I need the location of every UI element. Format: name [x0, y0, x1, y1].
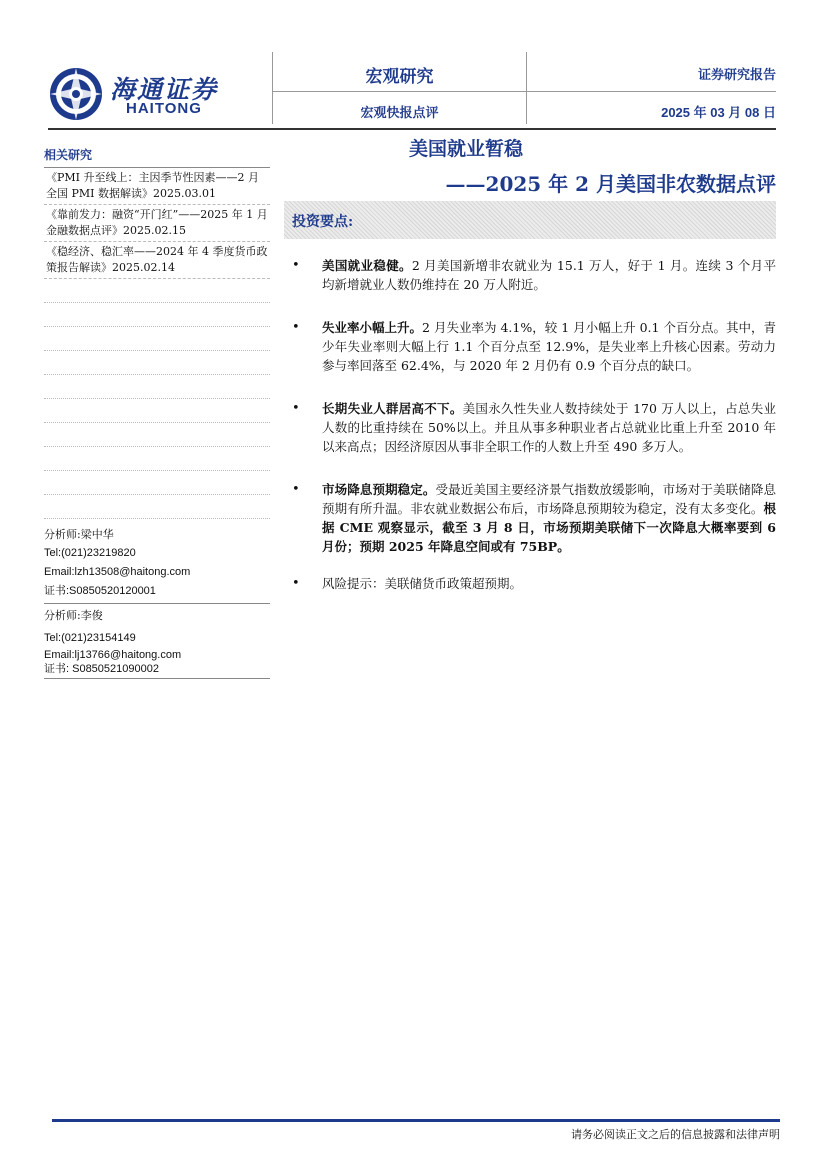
risk-warning-text: 风险提示：美联储货币政策超预期。: [322, 576, 523, 591]
page-subtitle: ——2025 年 2 月美国非农数据点评: [445, 172, 776, 196]
analyst-card: [44, 525, 270, 604]
bullet-dot-icon: •: [292, 258, 300, 273]
analyst-name: 分析师:梁中华: [44, 528, 114, 541]
bullet-dot-icon: •: [292, 320, 300, 335]
analyst-email[interactable]: Email:lzh13508@haitong.com: [44, 566, 191, 578]
report-subcategory: 宏观快报点评: [360, 106, 439, 121]
bullet-dot-icon: •: [292, 576, 300, 591]
sidebar: [44, 146, 270, 679]
footer-rule: [52, 1119, 780, 1122]
bullet-dot-icon: •: [292, 482, 300, 497]
analyst-tel: Tel:(021)23219820: [44, 547, 136, 559]
list-item: [292, 480, 776, 556]
sidebar-spacer: [44, 279, 270, 519]
bullet-bold-text: 根据 CME 观察显示，截至 3 月 8 日，市场预期美联储下一次降息大概率要到 6 月份；预期 2025 年降息空间或有 75BP。: [322, 501, 776, 554]
related-research-item[interactable]: 《稳经济、稳汇率——2024 年 4 季度货币政策报告解读》2025.02.14: [44, 242, 270, 279]
haitong-logo: [48, 66, 248, 122]
analyst-email[interactable]: Email:lj13766@haitong.com: [44, 649, 182, 661]
related-research-item[interactable]: 《PMI 升至线上：主因季节性因素——2 月全国 PMI 数据解读》2025.03.01: [44, 168, 270, 205]
bullet-lead: 失业率小幅上升。: [322, 320, 423, 335]
analyst-tel: Tel:(021)23154149: [44, 632, 136, 644]
bullet-text: 美国永久性失业人数持续处于 170 万人以上，占总失业人数的比重持续在 50%以上。并且从事多种职业者占总就业比重上升至 2010 年以来高点；因经济原因从事非全职工作的人数上升至 490 多万人。: [322, 401, 776, 454]
key-points-label: 投资要点:: [292, 214, 354, 230]
key-points-banner: [284, 201, 776, 239]
analyst-cert: 证书:S0850520120001: [44, 585, 156, 597]
header-divider-right: [526, 52, 527, 124]
bullet-text: 受最近美国主要经济景气指数放缓影响，市场对于美联储降息预期有所升温。非农就业数据公布后，市场降息预期较为稳定，没有太多变化。: [322, 482, 776, 516]
page-title: 美国就业暂稳: [408, 138, 523, 160]
header-rule: [48, 128, 776, 130]
key-points-list: [292, 256, 776, 617]
bullet-dot-icon: •: [292, 401, 300, 416]
analyst-cert: 证书: S0850521090002: [44, 663, 159, 675]
bullet-text: 2 月失业率为 4.1%，较 1 月小幅上升 0.1 个百分点。其中，青少年失业率则大幅上行 1.1 个百分点至 12.9%，是失业率上升核心因素。劳动力参与率回落至 62.4%，与 2020 年 2 月仍有 0.9 个百分点的缺口。: [322, 320, 776, 373]
logo-chinese-text: 海通证券: [110, 75, 219, 104]
footer-disclaimer[interactable]: 请务必阅读正文之后的信息披露和法律声明: [571, 1128, 780, 1141]
bullet-lead: 市场降息预期稳定。: [322, 482, 436, 497]
header-mid-rule: [273, 91, 526, 92]
list-item: [292, 399, 776, 456]
haitong-logo-icon: [48, 66, 104, 122]
bullet-lead: 长期失业人群居高不下。: [322, 401, 463, 416]
header-right-rule: [527, 91, 776, 92]
report-type: 证券研究报告: [697, 68, 776, 83]
list-item: [292, 318, 776, 375]
report-date: 2025 年 03 月 08 日: [661, 105, 776, 120]
list-item: [292, 574, 776, 593]
analyst-card: [44, 606, 270, 679]
report-category: 宏观研究: [365, 67, 434, 87]
related-research-item[interactable]: 《靠前发力：融资“开门红”——2025 年 1 月金融数据点评》2025.02.15: [44, 205, 270, 242]
analyst-name: 分析师:李俊: [44, 609, 103, 622]
bullet-lead: 美国就业稳健。: [322, 258, 412, 273]
related-research-title: 相关研究: [44, 146, 270, 168]
bullet-text: 2 月美国新增非农就业为 15.1 万人，好于 1 月。连续 3 个月平均新增就业人数仍维持在 20 万人附近。: [322, 258, 776, 292]
list-item: [292, 256, 776, 294]
logo-english-text: HAITONG: [126, 100, 202, 117]
